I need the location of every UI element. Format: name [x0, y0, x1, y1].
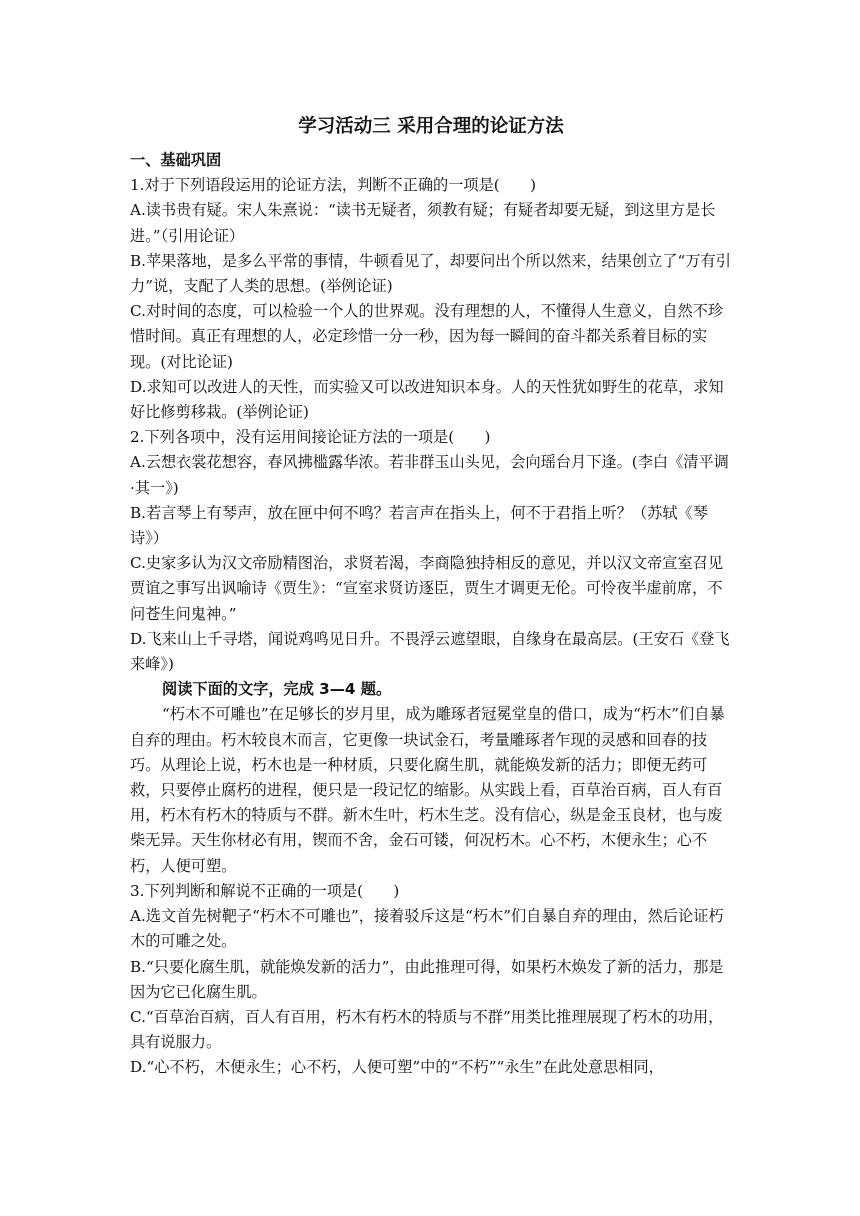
section-heading: 一、基础巩固 [130, 151, 222, 169]
option-a: A.读书贵有疑。宋人朱熹说：“读书无疑者，须教有疑；有疑者却要无疑，到这里方是长进。”（引用论证） [130, 201, 716, 245]
question-1 [130, 173, 732, 425]
option-d: D.求知可以改进人的天性，而实验又可以改进知识本身。人的天性犹如野生的花草，求知好比修剪移栽。(举例论证) [130, 377, 724, 422]
question-2 [130, 425, 732, 677]
question-stem: 1.对于下列语段运用的论证方法，判断不正确的一项是( ) [130, 176, 537, 195]
option-d: D.“心不朽，木便永生；心不朽，人便可塑”中的“不朽”“永生”在此处意思相同， [130, 1058, 664, 1077]
option-c: C.“百草治百病，百人有百用，朽木有朽木的特质与不群”用类比推理展现了朽木的功用，具有说服力。 [130, 1007, 724, 1052]
option-d: D.飞来山上千寻塔，闻说鸡鸣见日升。不畏浮云遮望眼，自缘身在最高层。(王安石《登飞来峰》) [130, 629, 730, 674]
option-b: B.“只要化腐生肌，就能焕发新的活力”，由此推理可得，如果朽木焕发了新的活力，那是因为它已化腐生肌。 [130, 957, 724, 1001]
option-a: A.云想衣裳花想容，春风拂槛露华浓。若非群玉山头见，会向瑶台月下逢。(李白《清平调·其一》) [130, 453, 729, 497]
question-3 [130, 879, 732, 1081]
option-b: B.苹果落地，是多么平常的事情，牛顿看见了，却要问出个所以然来，结果创立了“万有引力”说，支配了人类的思想。(举例论证) [130, 251, 731, 296]
option-c: C.对时间的态度，可以检验一个人的世界观。没有理想的人，不懂得人生意义，自然不珍惜时间。真正有理想的人，必定珍惜一分一秒，因为每一瞬间的奋斗都关系着目标的实现。(对比论证) [130, 302, 724, 371]
question-stem: 2.下列各项中，没有运用间接论证方法的一项是( ) [130, 428, 491, 447]
question-stem: 3.下列判断和解说不正确的一项是( ) [130, 881, 400, 900]
option-a: A.选文首先树靶子“朽木不可雕也”，接着驳斥这是“朽木”们自暴自弃的理由，然后论证朽木的可雕之处。 [130, 907, 724, 951]
option-c: C.史家多认为汉文帝励精图治，求贤若渴，李商隐独持相反的意见，并以汉文帝宣室召见贾谊之事写出讽喻诗《贾生》：“宣室求贤访逐臣，贾生才调更无伦。可怜夜半虚前席，不问苍生问鬼神。” [130, 554, 724, 623]
page-title: 学习活动三 采用合理的论证方法 [298, 116, 564, 137]
reading-passage: “朽木不可雕也”在足够长的岁月里，成为雕琢者冠冕堂皇的借口，成为“朽木”们自暴自弃的理由。朽木较良木而言，它更像一块试金石，考量雕琢者乍现的灵感和回春的技巧。从理论上说，朽木也是一种材质，只要化腐生肌，就能焕发新的活力；即便无药可救，只要停止腐朽的进程，便只是一段记忆的缩影。从实践上看，百草治百病，百人有百用，朽木有朽木的特质与不群。新木生叶，朽木生芝。没有信心，纵是金玉良材，也与废柴无异。天生你材必有用，锲而不舍，金石可镂，何况朽木。心不朽，木便永生；心不朽，人便可塑。 [130, 705, 725, 875]
option-b: B.若言琴上有琴声，放在匣中何不鸣？若言声在指头上，何不于君指上听？（苏轼《琴诗》） [130, 503, 708, 548]
reading-instruction: 阅读下面的文字，完成 3—4 题。 [162, 680, 392, 699]
